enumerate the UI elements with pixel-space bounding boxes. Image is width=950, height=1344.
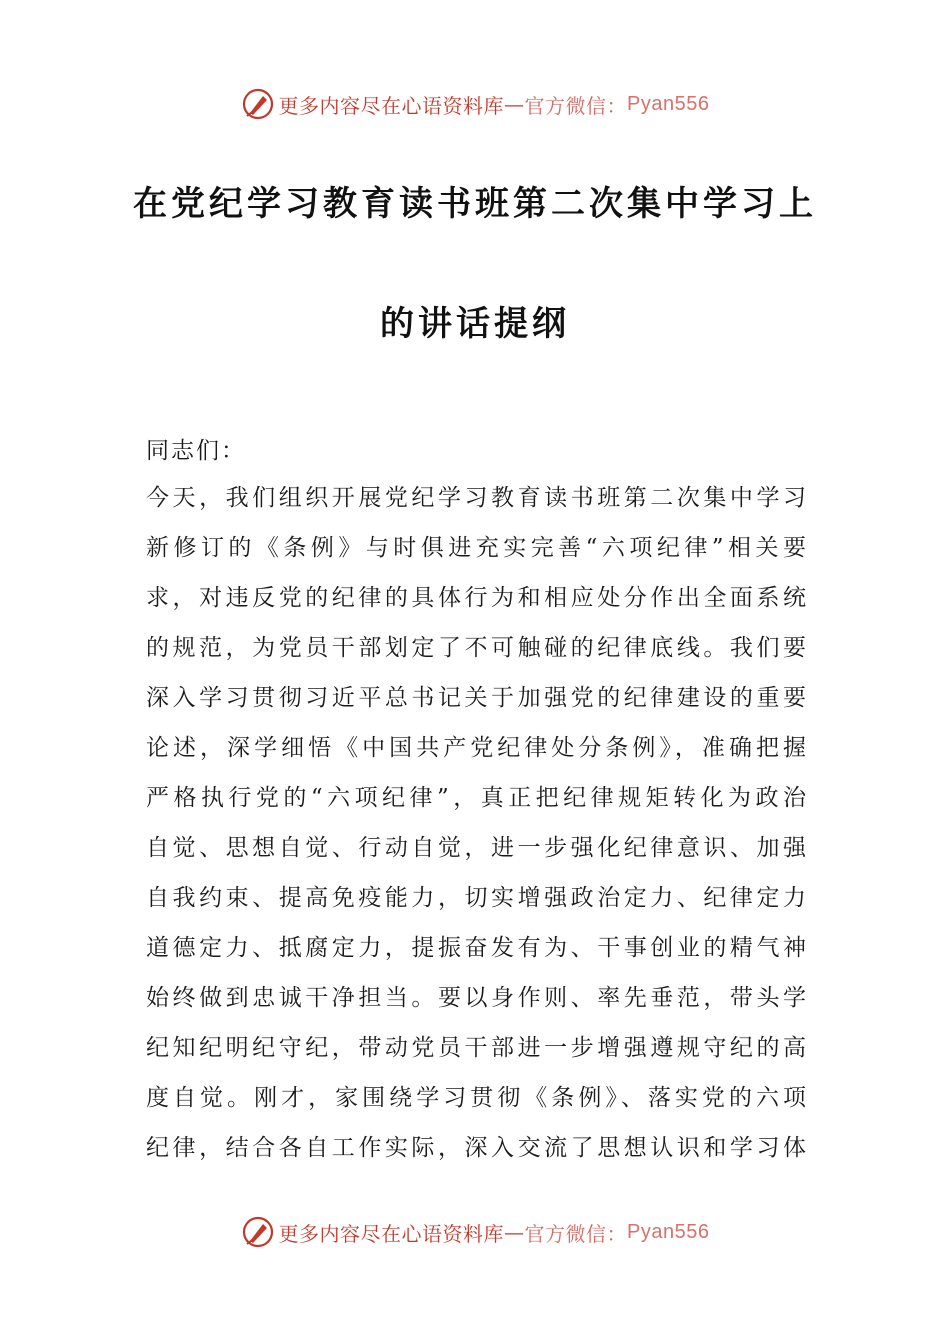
body-line: 纪律，结合各自工作实际，深入交流了思想认识和学习体 [146,1135,806,1161]
body-line: 道德定力、抵腐定力，提振奋发有为、干事创业的精气神 [146,935,806,961]
body-line: 求，对违反党的纪律的具体行为和相应处分作出全面系统 [146,585,806,611]
greeting: 同志们： [146,438,246,464]
document-title-line-1: 在党纪学习教育读书班第二次集中学习上 [133,184,817,224]
footer-watermark-banner [0,1212,950,1252]
banner-wechat-label: 官方微信： [524,93,628,118]
body-line: 论述，深学细悟《中国共产党纪律处分条例》，准确把握 [146,735,806,761]
body-line: 今天，我们组织开展党纪学习教育读书班第二次集中学习 [146,485,806,511]
body-line: 自觉、思想自觉、行动自觉，进一步强化纪律意识、加强 [146,835,806,861]
body-line: 始终做到忠诚干净担当。要以身作则、率先垂范，带头学 [146,985,806,1011]
banner-wechat-label: 官方微信： [524,1221,628,1246]
banner-wechat-id: Pyan556 [627,1220,710,1243]
banner-separator: — [504,1220,525,1244]
body-line: 深入学习贯彻习近平总书记关于加强党的纪律建设的重要 [146,685,806,711]
pen-nib-logo-icon [241,87,275,121]
pen-nib-logo-icon [241,1215,275,1249]
document-title-line-2: 的讲话提纲 [380,304,570,344]
body-line: 的规范，为党员干部划定了不可触碰的纪律底线。我们要 [146,635,806,661]
body-line: 度自觉。刚才，家围绕学习贯彻《条例》、落实党的六项 [146,1085,806,1111]
header-watermark-banner [0,84,950,124]
body-line: 新修订的《条例》与时俱进充实完善“六项纪律”相关要 [146,535,806,561]
banner-main-text: 更多内容尽在心语资料库 [278,1221,505,1246]
banner-separator: — [504,92,525,116]
banner-main-text: 更多内容尽在心语资料库 [278,93,505,118]
body-line: 纪知纪明纪守纪，带动党员干部进一步增强遵规守纪的高 [146,1035,806,1061]
banner-wechat-id: Pyan556 [627,92,710,115]
body-line: 自我约束、提高免疫能力，切实增强政治定力、纪律定力 [146,885,806,911]
body-line: 严格执行党的“六项纪律”，真正把纪律规矩转化为政治 [146,785,806,811]
